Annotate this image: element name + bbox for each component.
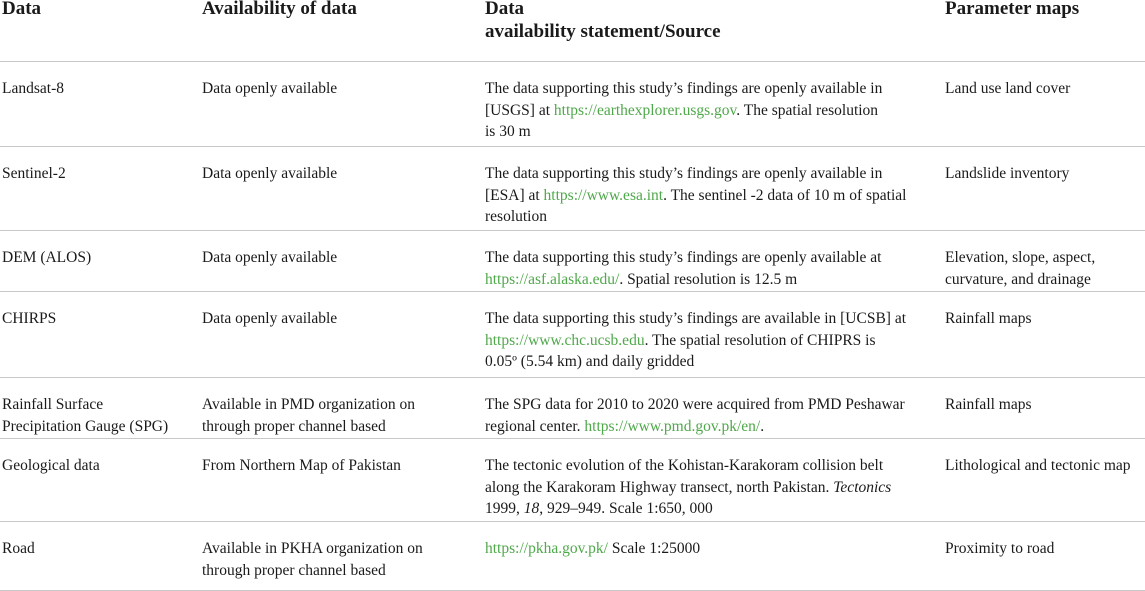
statement-line: The data supporting this study’s findings are openly available at xyxy=(485,249,882,266)
statement-line xyxy=(485,498,930,520)
statement-line: The data supporting this study’s findings are openly available in xyxy=(485,80,883,97)
parameter-line: Elevation, slope, aspect, xyxy=(945,249,1096,266)
table-row xyxy=(0,62,1145,147)
header-availability: Availability of data xyxy=(202,0,357,19)
cell-statement xyxy=(485,538,930,560)
statement-line: The data supporting this study’s findings are openly available in xyxy=(485,165,883,182)
statement-text: [ESA] at xyxy=(485,186,544,204)
statement-line: The SPG data for 2010 to 2020 were acquired from PMD Peshawar xyxy=(485,396,905,413)
cell-availability: From Northern Map of Pakistan xyxy=(202,457,401,474)
availability-line: Available in PMD organization on xyxy=(202,396,415,413)
statement-line xyxy=(485,477,930,499)
statement-line xyxy=(485,269,930,291)
cell-data: CHIRPS xyxy=(2,310,57,327)
cell-availability: Data openly available xyxy=(202,249,338,266)
cell-availability xyxy=(202,394,415,437)
table-row xyxy=(0,439,1145,522)
header-statement-line2: availability statement/Source xyxy=(485,21,721,42)
statement-text: [USGS] at xyxy=(485,101,554,119)
journal-name: Tectonics xyxy=(833,478,892,496)
statement-line: resolution xyxy=(485,208,547,225)
cell-parameter: Rainfall maps xyxy=(945,310,1032,327)
header-statement-line1: Data xyxy=(485,0,525,19)
cell-parameter: Lithological and tectonic map xyxy=(945,457,1131,474)
statement-line: The data supporting this study’s findings are available in [UCSB] at xyxy=(485,310,907,327)
statement-text: regional center. xyxy=(485,417,585,435)
statement-line: 0.05º (5.54 km) and daily gridded xyxy=(485,353,695,370)
cell-statement xyxy=(485,455,930,520)
availability-line: through proper channel based xyxy=(202,561,386,579)
cell-statement xyxy=(485,308,930,373)
cell-data: DEM (ALOS) xyxy=(2,249,92,266)
availability-line: through proper channel based xyxy=(202,417,386,435)
source-link[interactable]: https://asf.alaska.edu/ xyxy=(485,270,620,288)
availability-line: Available in PKHA organization on xyxy=(202,540,423,557)
cell-parameter: Landslide inventory xyxy=(945,165,1070,182)
cell-parameter xyxy=(945,247,1095,290)
cell-statement xyxy=(485,78,930,143)
statement-text: , 929–949. Scale 1:650, 000 xyxy=(539,500,713,517)
cell-statement xyxy=(485,394,930,437)
source-link[interactable]: https://www.pmd.gov.pk/en/ xyxy=(584,417,761,435)
journal-volume: 18 xyxy=(523,500,540,517)
header-parameter: Parameter maps xyxy=(945,0,1080,19)
data-line: Precipitation Gauge (SPG) xyxy=(2,417,169,435)
cell-data: Geological data xyxy=(2,457,100,474)
header-statement xyxy=(485,0,930,43)
table-row xyxy=(0,292,1145,378)
statement-line xyxy=(485,185,930,207)
statement-text: along the Karakoram Highway transect, north Pakistan. xyxy=(485,478,834,496)
parameter-line: curvature, and drainage xyxy=(945,270,1091,288)
cell-data xyxy=(2,394,168,437)
cell-parameter: Proximity to road xyxy=(945,540,1055,557)
source-link[interactable]: https://pkha.gov.pk/ xyxy=(485,540,608,557)
statement-text: . The spatial resolution of CHIPRS is xyxy=(644,331,876,349)
source-link[interactable]: https://www.esa.int xyxy=(543,186,664,204)
statement-text: . xyxy=(760,417,765,435)
cell-availability xyxy=(202,538,423,581)
cell-statement xyxy=(485,163,930,228)
cell-statement xyxy=(485,247,930,290)
table-row xyxy=(0,231,1145,292)
cell-data: Road xyxy=(2,540,35,557)
table-row xyxy=(0,522,1145,591)
cell-parameter: Rainfall maps xyxy=(945,396,1032,413)
cell-availability: Data openly available xyxy=(202,165,338,182)
statement-text: Scale 1:25000 xyxy=(608,540,701,557)
cell-data: Sentinel-2 xyxy=(2,165,66,182)
statement-line xyxy=(485,416,930,438)
statement-text: . Spatial resolution is 12.5 m xyxy=(619,270,798,288)
header-data: Data xyxy=(2,0,42,19)
statement-text: 1999, xyxy=(485,500,524,517)
cell-availability: Data openly available xyxy=(202,310,338,327)
statement-line: The tectonic evolution of the Kohistan-Karakoram collision belt xyxy=(485,457,884,474)
statement-line: is 30 m xyxy=(485,123,531,140)
source-link[interactable]: https://www.chc.ucsb.edu xyxy=(485,331,645,349)
statement-text: . The sentinel -2 data of 10 m of spatial xyxy=(663,186,907,204)
source-link[interactable]: https://earthexplorer.usgs.gov xyxy=(553,101,737,119)
statement-line xyxy=(485,100,930,122)
data-line: Rainfall Surface xyxy=(2,396,104,413)
cell-parameter: Land use land cover xyxy=(945,80,1071,97)
table-row xyxy=(0,378,1145,439)
cell-availability: Data openly available xyxy=(202,80,338,97)
statement-line xyxy=(485,330,930,352)
cell-data: Landsat-8 xyxy=(2,80,64,97)
statement-text: . The spatial resolution xyxy=(736,101,879,119)
table-header xyxy=(0,0,1145,62)
statement-line xyxy=(485,538,930,560)
table-row xyxy=(0,147,1145,231)
